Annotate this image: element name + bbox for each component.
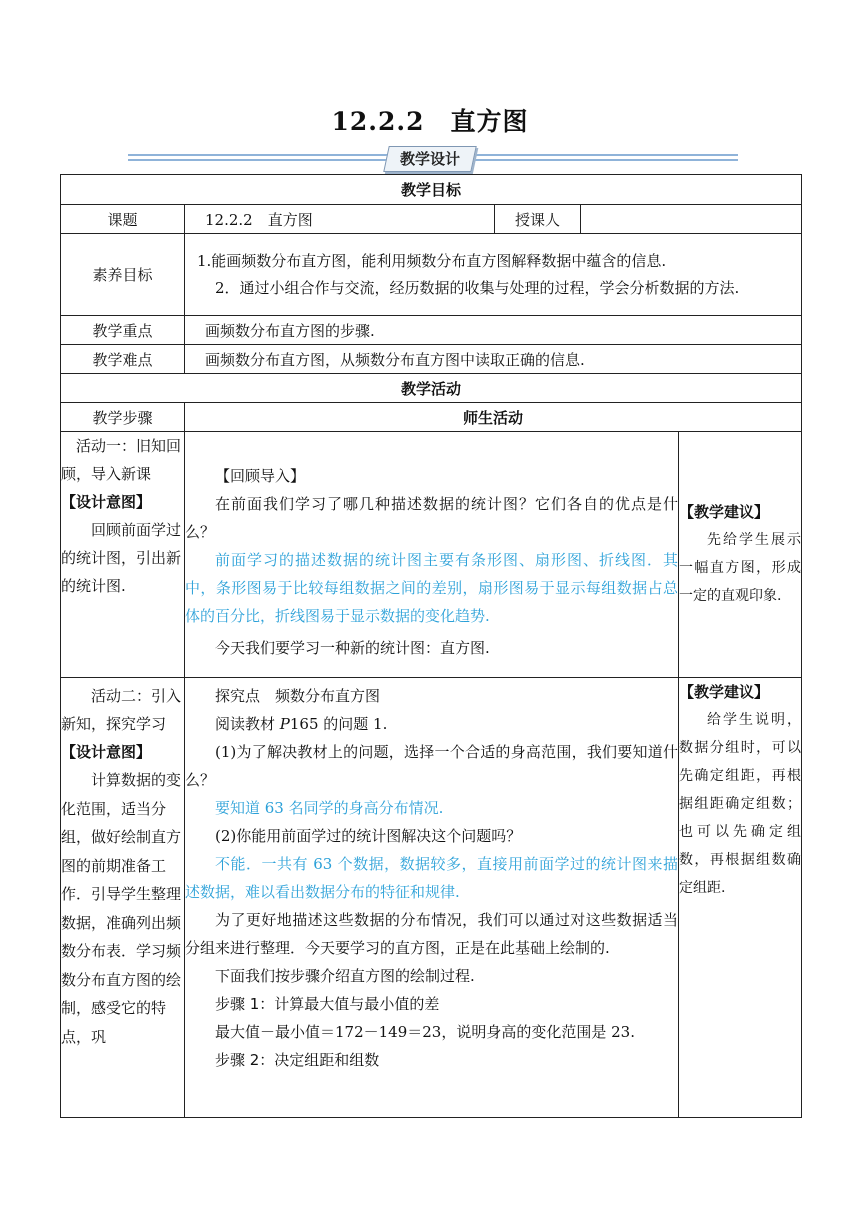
activity2-q1: (1)为了解决教材上的问题，选择一个合适的身高范围，我们要知道什么？ xyxy=(185,743,678,789)
teacher-value xyxy=(581,205,802,234)
activity1-suggest-label: 【教学建议】 xyxy=(679,503,770,521)
activity2-suggest-label: 【教学建议】 xyxy=(679,683,770,701)
read-page: P xyxy=(279,715,290,733)
activity1-left xyxy=(61,432,185,678)
literacy-label: 素养目标 xyxy=(61,234,185,316)
activity2-explore: 探究点 频数分布直方图 xyxy=(215,687,381,705)
activity1-suggest: 先给学生展示一幅直方图，形成一定的直观印象. xyxy=(679,532,801,604)
literacy-goals xyxy=(185,234,802,316)
activity2-p2: 下面我们按步骤介绍直方图的绘制过程. xyxy=(215,967,475,985)
activity2-name: 活动二：引入新知，探究学习 xyxy=(61,687,182,733)
activity1-closing: 今天我们要学习一种新的统计图：直方图. xyxy=(215,639,490,657)
activity2-left xyxy=(61,678,185,1118)
activity2-intent: 计算数据的变化范围，适当分组，做好绘制直方图的前期准备工作．引导学生整理数据，准确列出频数分布表．学习频数分布直方图的绘制，感受它的特点，巩 xyxy=(61,771,182,1046)
activity2-suggest: 给学生说明，数据分组时，可以先确定组距，再根据组距确定组数；也可以先确定组数，再根据组数确定组距. xyxy=(679,712,801,896)
key-value: 画频数分布直方图的步骤. xyxy=(185,316,802,345)
key-label: 教学重点 xyxy=(61,316,185,345)
steps-label: 教学步骤 xyxy=(61,403,185,432)
activity1-question: 在前面我们学习了哪几种描述数据的统计图？它们各自的优点是什么？ xyxy=(185,495,678,541)
lesson-label: 课题 xyxy=(61,205,185,234)
activity2-step1-body: 最大值－最小值＝172－149＝23，说明身高的变化范围是 23. xyxy=(215,1023,635,1041)
page-title: 12.2.2 直方图 xyxy=(331,107,529,136)
activity2-q2: (2)你能用前面学过的统计图解决这个问题吗？ xyxy=(215,827,522,845)
difficulty-value: 画频数分布直方图，从频数分布直方图中读取正确的信息. xyxy=(185,345,802,374)
teacher-label: 授课人 xyxy=(495,205,581,234)
difficulty-label: 教学难点 xyxy=(61,345,185,374)
activity1-review-label: 【回顾导入】 xyxy=(215,467,306,485)
activity1-main xyxy=(185,432,679,678)
activity1-name: 活动一：旧知回顾，导入新课 xyxy=(61,437,182,483)
activity2-p1: 为了更好地描述这些数据的分布情况，我们可以通过对这些数据适当分组来进行整理．今天要学习的直方图，正是在此基础上绘制的. xyxy=(185,911,678,957)
read-suffix: 165 的问题 1. xyxy=(289,715,388,733)
activity2-right xyxy=(679,678,802,1118)
activity2-intent-label: 【设计意图】 xyxy=(61,743,152,761)
activity2-step2: 步骤 2：决定组距和组数 xyxy=(215,1051,380,1069)
banner-label: 教学设计 xyxy=(399,150,460,168)
activity1-answer: 前面学习的描述数据的统计图主要有条形图、扇形图、折线图．其中，条形图易于比较每组数据之间的差别，扇形图易于显示每组数据占总体的百分比，折线图易于显示数据的变化趋势. xyxy=(185,551,678,625)
section-banner xyxy=(128,146,738,172)
activity2-a1: 要知道 63 名同学的身高分布情况. xyxy=(215,799,444,817)
read-prefix: 阅读教材 xyxy=(215,715,276,733)
activity1-intent: 回顾前面学过的统计图，引出新的统计图. xyxy=(61,521,182,595)
lesson-value: 12.2.2 直方图 xyxy=(185,205,495,234)
lesson-plan-table xyxy=(60,174,802,1118)
activities-header: 教学活动 xyxy=(61,374,802,403)
literacy-item: 1.能画频数分布直方图，能利用频数分布直方图解释数据中蕴含的信息. xyxy=(197,251,667,270)
goals-header: 教学目标 xyxy=(61,175,802,205)
activity2-step1: 步骤 1：计算最大值与最小值的差 xyxy=(215,995,440,1013)
activity1-intent-label: 【设计意图】 xyxy=(61,493,152,511)
activity1-right xyxy=(679,432,802,678)
activity2-main xyxy=(185,678,679,1118)
literacy-item: 2．通过小组合作与交流，经历数据的收集与处理的过程，学会分析数据的方法. xyxy=(215,278,740,297)
activity2-a2: 不能．一共有 63 个数据，数据较多，直接用前面学过的统计图来描述数据，难以看出数据分布的特征和规律. xyxy=(185,855,678,901)
interaction-label: 师生活动 xyxy=(185,403,802,432)
activity2-read xyxy=(185,710,678,738)
